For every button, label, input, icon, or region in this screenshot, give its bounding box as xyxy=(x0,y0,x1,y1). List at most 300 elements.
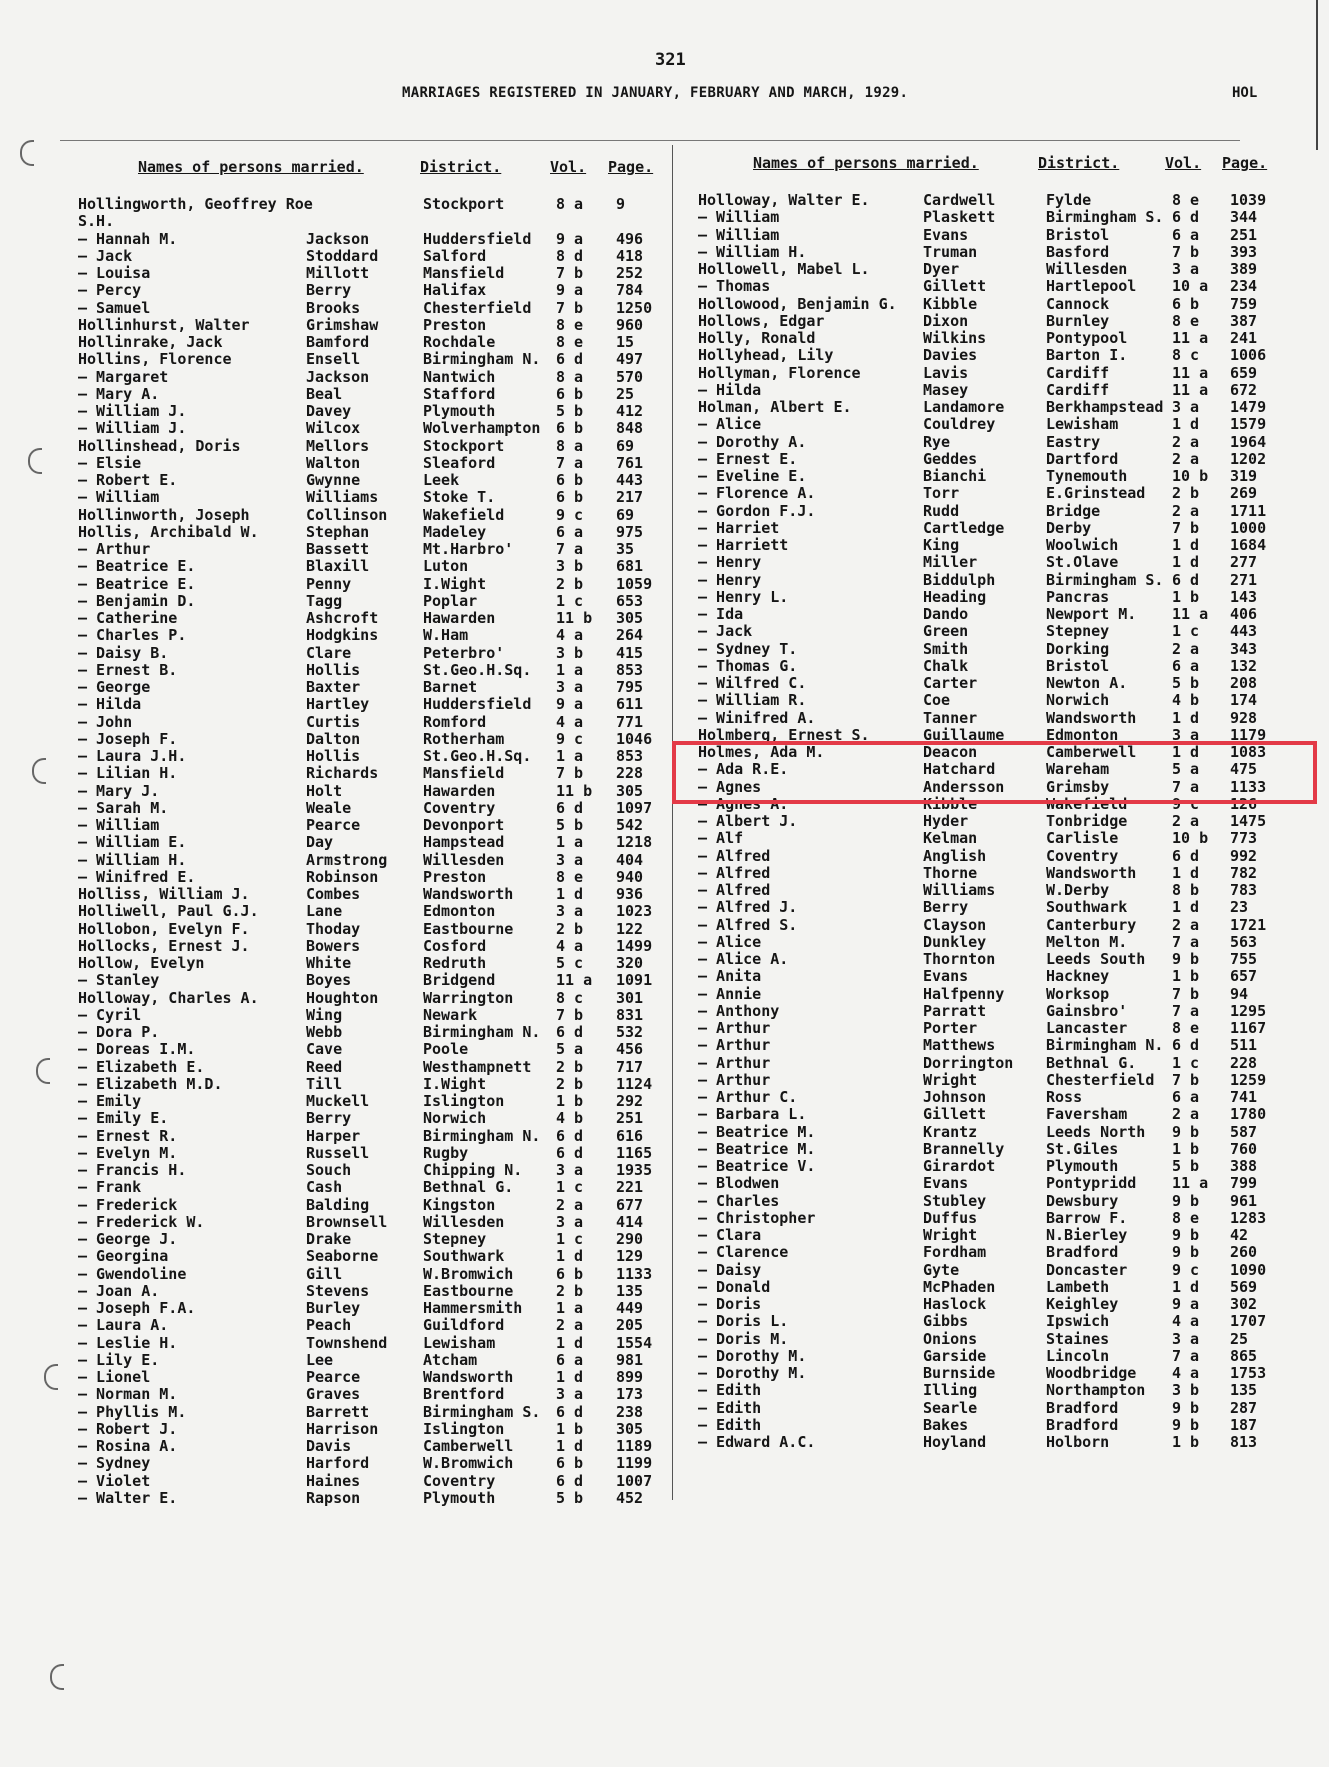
entry-spouse-surname: Rudd xyxy=(923,501,960,520)
entry-page: 1000 xyxy=(1230,518,1267,537)
entry-district: Hackney xyxy=(1046,967,1110,986)
entry-spouse-surname: Matthews xyxy=(923,1036,996,1055)
entry-page: 260 xyxy=(1230,1243,1258,1262)
entry-page: 569 xyxy=(1230,1277,1258,1296)
entry-district: St.Olave xyxy=(1046,553,1119,572)
entry-spouse-surname: Ashcroft xyxy=(306,609,379,627)
entry-name: — Eveline E. xyxy=(698,467,807,485)
entry-district: Doncaster xyxy=(1046,1260,1128,1279)
entry-district: Rotherham xyxy=(423,729,505,748)
entry-volume: 11 a xyxy=(556,971,593,990)
entry-spouse-surname: Wright xyxy=(923,1070,978,1089)
entry-volume: 3 a xyxy=(1172,1329,1200,1348)
entry-spouse-surname: Weale xyxy=(306,798,352,817)
entry-district: Derby xyxy=(1046,518,1092,537)
entry-volume: 1 d xyxy=(1172,708,1200,727)
entry-volume: 9 b xyxy=(1172,1415,1200,1434)
entry-spouse-surname: Gyte xyxy=(923,1260,960,1279)
entry-page: 960 xyxy=(616,315,644,334)
entry-page: 173 xyxy=(616,1385,644,1404)
entry-name: — Winifred E. xyxy=(78,867,196,886)
entry-spouse-surname: Till xyxy=(306,1074,343,1093)
entry-district: Woolwich xyxy=(1046,536,1119,554)
entry-name: Hollobon, Evelyn F. xyxy=(78,919,250,938)
entry-name: — Dora P. xyxy=(78,1023,160,1041)
entry-spouse-surname: Halfpenny xyxy=(923,984,1005,1003)
entry-page: 761 xyxy=(616,453,644,472)
entry-district: Hawarden xyxy=(423,609,496,627)
entry-page: 305 xyxy=(616,781,644,800)
entry-spouse-surname: Coe xyxy=(923,691,951,710)
entry-name: — Harriet xyxy=(698,518,780,537)
entry-volume: 3 b xyxy=(1172,1381,1200,1400)
entry-district: Willesden xyxy=(423,850,505,869)
entry-page: 981 xyxy=(616,1350,644,1369)
entry-spouse-surname: Pearce xyxy=(306,816,361,834)
entry-name: — Samuel xyxy=(78,298,151,317)
entry-page: 252 xyxy=(616,264,644,282)
entry-spouse-surname: Webb xyxy=(306,1023,343,1041)
entry-page: 389 xyxy=(1230,260,1258,278)
entry-volume: 4 a xyxy=(1172,1312,1200,1331)
entry-name: — Beatrice E. xyxy=(78,574,196,593)
entry-page: 264 xyxy=(616,626,644,645)
entry-name: — Alfred xyxy=(698,881,771,899)
entry-name: — Beatrice M. xyxy=(698,1122,816,1141)
entry-name: — Edith xyxy=(698,1415,762,1434)
entry-district: Wolverhampton xyxy=(423,419,541,438)
entry-name: — Lionel xyxy=(78,1368,151,1386)
entry-district: Gainsbro' xyxy=(1046,1001,1128,1020)
entry-volume: 6 d xyxy=(556,1126,584,1145)
entry-name: Hollingworth, Geoffrey Roe xyxy=(78,195,313,213)
entry-spouse-surname: Dalton xyxy=(306,729,361,748)
entry-district: Chipping N. xyxy=(423,1161,523,1179)
entry-page: 42 xyxy=(1230,1226,1249,1244)
entry-district: Salford xyxy=(423,246,487,265)
entry-name: Holliwell, Paul G.J. xyxy=(78,902,259,921)
entry-volume: 1 d xyxy=(556,1247,584,1266)
entry-name: — Ida xyxy=(698,605,744,623)
entry-volume: 9 b xyxy=(1172,950,1200,968)
entry-volume: 3 a xyxy=(1172,260,1200,278)
entry-district: Sleaford xyxy=(423,453,496,472)
entry-district: Edmonton xyxy=(1046,725,1119,744)
entry-page: 570 xyxy=(616,367,644,386)
entry-volume: 1 d xyxy=(1172,1277,1200,1296)
entry-spouse-surname: Brownsell xyxy=(306,1212,388,1231)
entry-volume: 8 b xyxy=(1172,881,1200,899)
entry-page: 496 xyxy=(616,229,644,248)
entry-district: Coventry xyxy=(1046,846,1119,865)
entry-spouse-surname: Gillett xyxy=(923,1105,987,1124)
entry-district: Staines xyxy=(1046,1329,1110,1348)
entry-volume: 1 a xyxy=(556,660,584,679)
entry-name: — Alfred xyxy=(698,863,771,882)
entry-name: — Dorothy M. xyxy=(698,1364,807,1382)
entry-volume: 1 d xyxy=(556,885,584,903)
entry-page: 35 xyxy=(616,540,635,558)
entry-spouse-surname: Evans xyxy=(923,225,969,244)
entry-district: Wakefield xyxy=(423,505,505,524)
entry-page: 853 xyxy=(616,660,644,679)
entry-spouse-surname: Illing xyxy=(923,1381,978,1400)
entry-spouse-surname: Brooks xyxy=(306,298,361,317)
entry-volume: 9 b xyxy=(1172,1226,1200,1244)
entry-volume: 7 b xyxy=(556,764,584,783)
entry-page: 69 xyxy=(616,505,635,524)
entry-spouse-surname: Green xyxy=(923,622,969,641)
entry-district: Stepney xyxy=(1046,622,1110,641)
entry-page: 1554 xyxy=(616,1333,653,1352)
entry-page: 1039 xyxy=(1230,191,1267,209)
entry-page: 511 xyxy=(1230,1036,1258,1055)
entry-spouse-surname: Collinson xyxy=(306,505,388,524)
entry-name: Holloway, Walter E. xyxy=(698,191,870,209)
entry-name: Hollows, Edgar xyxy=(698,311,825,330)
entry-page: 132 xyxy=(1230,656,1258,675)
entry-district: Willesden xyxy=(1046,260,1128,278)
entry-name: — Jack xyxy=(78,246,133,265)
entry-name: — Laura J.H. xyxy=(78,747,187,765)
entry-volume: 1 d xyxy=(556,1333,584,1352)
entry-spouse-surname: Souch xyxy=(306,1161,352,1179)
entry-name: — Agnes A. xyxy=(698,794,789,813)
entry-page: 228 xyxy=(1230,1053,1258,1072)
entry-district: Westhampnett xyxy=(423,1057,532,1076)
entry-page: 1721 xyxy=(1230,915,1267,934)
entry-spouse-surname: Cardwell xyxy=(923,191,996,209)
entry-name: — Ernest R. xyxy=(78,1126,178,1145)
entry-volume: 11 a xyxy=(1172,380,1209,399)
entry-volume: 3 a xyxy=(556,1212,584,1231)
entry-spouse-surname: Hoyland xyxy=(923,1433,987,1451)
entry-spouse-surname: Deacon xyxy=(923,743,978,761)
entry-name: — Emily xyxy=(78,1092,142,1110)
binder-hole xyxy=(20,140,34,166)
entry-district: W.Derby xyxy=(1046,881,1110,899)
entry-spouse-surname: Guillaume xyxy=(923,725,1005,744)
entry-name: — William E. xyxy=(78,833,187,852)
entry-district: Norwich xyxy=(1046,691,1110,710)
entry-name: — Henry xyxy=(698,570,762,589)
entry-page: 9 xyxy=(616,195,626,213)
entry-district: Melton M. xyxy=(1046,932,1128,951)
entry-page: 1046 xyxy=(616,729,653,748)
entry-page: 292 xyxy=(616,1092,644,1110)
entry-district: Bristol xyxy=(1046,656,1110,675)
right-header-district: District. xyxy=(1038,154,1120,172)
entry-spouse-surname: Tagg xyxy=(306,591,343,610)
entry-district: Keighley xyxy=(1046,1295,1119,1313)
entry-page: 174 xyxy=(1230,691,1258,710)
entry-district: Preston xyxy=(423,867,487,886)
entry-page: 23 xyxy=(1230,898,1249,917)
entry-spouse-surname: Bamford xyxy=(306,333,370,351)
entry-name: — Hilda xyxy=(78,695,142,714)
entry-spouse-surname: Haslock xyxy=(923,1295,987,1313)
entry-name: Hollinhurst, Walter xyxy=(78,315,250,334)
entry-spouse-surname: Cave xyxy=(306,1040,343,1059)
page-title: MARRIAGES REGISTERED IN JANUARY, FEBRUARY AND MARCH, 1929. xyxy=(402,85,909,101)
entry-district: Wandsworth xyxy=(1046,863,1137,882)
entry-volume: 2 b xyxy=(556,1057,584,1076)
entry-volume: 9 c xyxy=(556,729,584,748)
entry-name: — Doris xyxy=(698,1295,762,1313)
highlight-box xyxy=(672,741,1317,804)
entry-page: 1133 xyxy=(1230,777,1267,796)
entry-district: Willesden xyxy=(423,1212,505,1231)
entry-name: — Edith xyxy=(698,1381,762,1400)
entry-district: Lancaster xyxy=(1046,1019,1128,1037)
entry-spouse-surname: Gwynne xyxy=(306,471,361,489)
entry-volume: 1 b xyxy=(1172,1139,1200,1158)
entry-spouse-surname: Cartledge xyxy=(923,518,1005,537)
entry-page: 1006 xyxy=(1230,346,1267,365)
entry-district: Barrow F. xyxy=(1046,1208,1128,1227)
entry-page: 415 xyxy=(616,643,644,662)
entry-spouse-surname: Williams xyxy=(306,488,379,507)
entry-name: — Edward A.C. xyxy=(698,1433,816,1451)
entry-name: — Annie xyxy=(698,984,762,1003)
entry-spouse-surname: Stephan xyxy=(306,522,370,541)
entry-name: Hollow, Evelyn xyxy=(78,954,205,972)
entry-name: — Doreas I.M. xyxy=(78,1040,196,1059)
entry-name: — Gordon F.J. xyxy=(698,501,816,520)
entry-page: 928 xyxy=(1230,708,1258,727)
entry-volume: 7 a xyxy=(1172,1001,1200,1020)
entry-district: Wandsworth xyxy=(423,1368,514,1386)
entry-spouse-surname: Jackson xyxy=(306,229,370,248)
entry-volume: 10 a xyxy=(1172,277,1209,296)
entry-page: 387 xyxy=(1230,311,1258,330)
entry-district: Newton A. xyxy=(1046,674,1128,692)
entry-spouse-surname: Holt xyxy=(306,781,343,800)
entry-volume: 9 b xyxy=(1172,1191,1200,1210)
entry-page: 1090 xyxy=(1230,1260,1267,1279)
entry-name: — Robert E. xyxy=(78,471,178,489)
entry-page: 143 xyxy=(1230,587,1258,606)
entry-district: Norwich xyxy=(423,1109,487,1128)
entry-district: Stepney xyxy=(423,1230,487,1248)
entry-name: — Robert J. xyxy=(78,1419,178,1438)
entry-spouse-surname: Wilkins xyxy=(923,329,987,347)
entry-name: — Blodwen xyxy=(698,1174,780,1193)
entry-page: 251 xyxy=(1230,225,1258,244)
entry-volume: 11 a xyxy=(1172,1174,1209,1193)
left-header-vol: Vol. xyxy=(550,158,587,176)
entry-district: Faversham xyxy=(1046,1105,1128,1124)
entry-spouse-surname: Thoday xyxy=(306,919,361,938)
entry-district: Cardiff xyxy=(1046,380,1110,399)
entry-page: 853 xyxy=(616,747,644,765)
entry-district: Hammersmith xyxy=(423,1299,523,1317)
entry-district: Coventry xyxy=(423,798,496,817)
entry-name: Holman, Albert E. xyxy=(698,398,852,416)
entry-page: 404 xyxy=(616,850,644,869)
entry-spouse-surname: Gillett xyxy=(923,277,987,296)
entry-district: Hartlepool xyxy=(1046,277,1137,296)
entry-page: 1059 xyxy=(616,574,653,593)
entry-page: 1711 xyxy=(1230,501,1267,520)
entry-page: 414 xyxy=(616,1212,644,1231)
entry-name: — Louisa xyxy=(78,264,151,282)
entry-spouse-surname: Richards xyxy=(306,764,379,783)
entry-district: Bridgend xyxy=(423,971,496,990)
entry-page: 208 xyxy=(1230,674,1258,692)
entry-name: — Clara xyxy=(698,1226,762,1244)
entry-district: Guildford xyxy=(423,1316,505,1335)
entry-name: — Violet xyxy=(78,1471,151,1490)
entry-volume: 8 a xyxy=(556,195,584,213)
entry-page: 1165 xyxy=(616,1143,653,1162)
entry-volume: 9 a xyxy=(556,281,584,300)
entry-spouse-surname: Evans xyxy=(923,1174,969,1193)
entry-district: Barnet xyxy=(423,678,478,696)
entry-district: Bethnal G. xyxy=(423,1178,514,1197)
entry-page: 388 xyxy=(1230,1157,1258,1175)
entry-spouse-surname: Parratt xyxy=(923,1001,987,1020)
entry-spouse-surname: Seaborne xyxy=(306,1247,379,1266)
entry-name: — Mary J. xyxy=(78,781,160,800)
entry-volume: 5 b xyxy=(1172,1157,1200,1175)
entry-district: Southwark xyxy=(1046,898,1128,917)
entry-page: 542 xyxy=(616,816,644,834)
entry-page: 290 xyxy=(616,1230,644,1248)
entry-name: Hollowood, Benjamin G. xyxy=(698,294,897,313)
entry-name: Hollyhead, Lily xyxy=(698,346,834,365)
entry-name: — Florence A. xyxy=(698,484,816,503)
entry-page: 773 xyxy=(1230,829,1258,848)
entry-spouse-surname: Hatchard xyxy=(923,760,996,779)
entry-district: Cosford xyxy=(423,936,487,955)
entry-spouse-surname: Ensell xyxy=(306,350,361,369)
entry-volume: 2 a xyxy=(1172,639,1200,658)
entry-district: I.Wight xyxy=(423,1074,487,1093)
entry-district: Atcham xyxy=(423,1350,478,1369)
entry-page: 443 xyxy=(616,471,644,489)
entry-volume: 2 a xyxy=(1172,449,1200,468)
entry-page: 287 xyxy=(1230,1398,1258,1417)
entry-volume: 7 b xyxy=(556,298,584,317)
entry-volume: 6 d xyxy=(556,350,584,369)
entry-district: Eastbourne xyxy=(423,1281,514,1300)
entry-page: 269 xyxy=(1230,484,1258,503)
entry-spouse-surname: Haines xyxy=(306,1471,361,1490)
entry-district: Leek xyxy=(423,471,460,489)
entry-name: — Francis H. xyxy=(78,1161,187,1179)
entry-district: Wandsworth xyxy=(423,885,514,903)
entry-spouse-surname: Evans xyxy=(923,967,969,986)
entry-name: — George J. xyxy=(78,1230,178,1248)
entry-volume: 4 b xyxy=(1172,691,1200,710)
entry-volume: 8 e xyxy=(1172,1208,1200,1227)
entry-name: — William R. xyxy=(698,691,807,710)
entry-name: — Henry L. xyxy=(698,587,789,606)
entry-name: — Albert J. xyxy=(698,812,798,830)
entry-volume: 6 a xyxy=(1172,1088,1200,1106)
entry-page: 94 xyxy=(1230,984,1249,1003)
entry-name: Hollins, Florence xyxy=(78,350,232,369)
entry-page: 238 xyxy=(616,1402,644,1421)
entry-spouse-surname: Couldrey xyxy=(923,415,996,434)
entry-volume: 7 b xyxy=(556,1005,584,1024)
entry-name: — Thomas G. xyxy=(698,656,798,675)
entry-volume: 3 a xyxy=(1172,725,1200,744)
entry-name: — William xyxy=(698,208,780,227)
entry-spouse-surname: Bassett xyxy=(306,540,370,558)
entry-volume: 4 a xyxy=(556,626,584,645)
entry-spouse-surname: Beal xyxy=(306,384,343,403)
entry-volume: 1 b xyxy=(1172,967,1200,986)
entry-district: Plymouth xyxy=(423,1488,496,1507)
entry-district: Wandsworth xyxy=(1046,708,1137,727)
entry-volume: 9 a xyxy=(1172,1295,1200,1313)
entry-page: 302 xyxy=(1230,1295,1258,1313)
entry-district: I.Wight xyxy=(423,574,487,593)
entry-district: Plymouth xyxy=(423,402,496,420)
entry-district: W.Bromwich xyxy=(423,1264,514,1283)
entry-spouse-surname: Mellors xyxy=(306,436,370,455)
entry-spouse-surname: Hollis xyxy=(306,660,361,679)
entry-volume: 6 b xyxy=(556,384,584,403)
entry-district: Chesterfield xyxy=(1046,1070,1155,1089)
entry-volume: 6 d xyxy=(556,798,584,817)
entry-volume: 3 a xyxy=(1172,398,1200,416)
entry-volume: 1 b xyxy=(556,1092,584,1110)
entry-volume: 1 d xyxy=(1172,536,1200,554)
entry-page: 1935 xyxy=(616,1161,653,1179)
entry-district: Bradford xyxy=(1046,1398,1119,1417)
entry-district: Preston xyxy=(423,315,487,334)
entry-district: Hawarden xyxy=(423,781,496,800)
entry-page: 1199 xyxy=(616,1454,653,1473)
entry-spouse-surname: Berry xyxy=(306,1109,352,1128)
entry-district: Warrington xyxy=(423,988,514,1007)
entry-name: — Alfred xyxy=(698,846,771,865)
entry-spouse-surname: Day xyxy=(306,833,334,852)
entry-name: — Edith xyxy=(698,1398,762,1417)
entry-district: Wareham xyxy=(1046,760,1110,779)
entry-volume: 5 a xyxy=(556,1040,584,1059)
entry-spouse-surname: Pearce xyxy=(306,1368,361,1386)
entry-spouse-surname: Masey xyxy=(923,380,969,399)
entry-spouse-surname: Johnson xyxy=(923,1088,987,1106)
entry-district: Southwark xyxy=(423,1247,505,1266)
entry-name: — Arthur xyxy=(78,540,151,558)
entry-district: Birmingham N. xyxy=(423,350,541,369)
entry-page: 563 xyxy=(1230,932,1258,951)
entry-district: St.Geo.H.Sq. xyxy=(423,747,532,765)
binder-hole xyxy=(50,1664,64,1690)
entry-page: 1167 xyxy=(1230,1019,1267,1037)
entry-page: 393 xyxy=(1230,242,1258,261)
entry-page: 975 xyxy=(616,522,644,541)
entry-page: 1083 xyxy=(1230,743,1267,761)
left-header-district: District. xyxy=(420,158,502,176)
entry-name: — Anita xyxy=(698,967,762,986)
entry-volume: 7 b xyxy=(1172,984,1200,1003)
entry-page: 532 xyxy=(616,1023,644,1041)
entry-district: Eastry xyxy=(1046,432,1101,451)
entry-spouse-surname: Baxter xyxy=(306,678,361,696)
entry-volume: 7 a xyxy=(556,540,584,558)
entry-spouse-surname: Lavis xyxy=(923,363,969,382)
entry-spouse-surname: Drake xyxy=(306,1230,352,1248)
entry-volume: 1 b xyxy=(556,1419,584,1438)
entry-page: 1218 xyxy=(616,833,653,852)
entry-district: Luton xyxy=(423,557,469,576)
